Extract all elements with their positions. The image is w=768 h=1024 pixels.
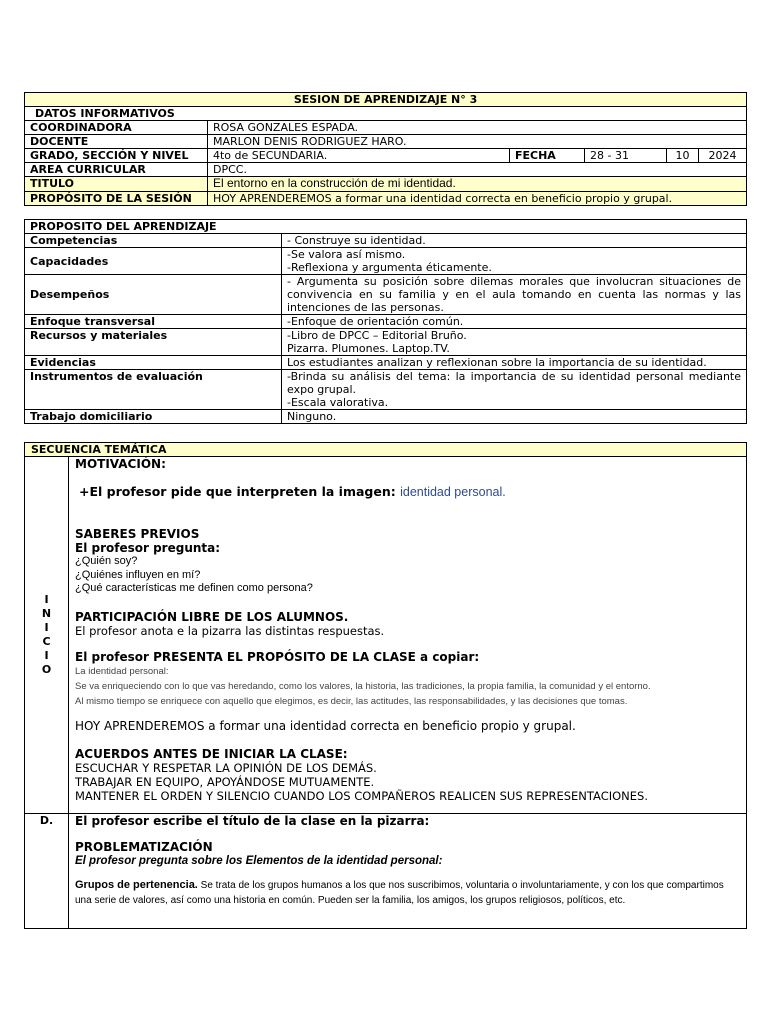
- desempenos-label: Desempeños: [25, 275, 282, 315]
- proposito-aprendizaje-table: [24, 219, 747, 424]
- recursos-value: [282, 329, 747, 356]
- coordinadora-label: COORDINADORA: [25, 121, 208, 135]
- desarrollo-label: D.: [25, 814, 69, 929]
- grado-label: GRADO, SECCIÓN Y NIVEL: [25, 149, 208, 163]
- motivacion-text: +El profesor pide que interpreten la imagen:: [79, 484, 396, 499]
- secuencia-tematica-table: [24, 442, 747, 929]
- acuerdo-item: ESCUCHAR Y RESPETAR LA OPINIÓN DE LOS DEMÁS.: [75, 760, 377, 775]
- inicio-letter: O: [41, 663, 52, 676]
- docente-label: DOCENTE: [25, 135, 208, 149]
- pregunta-item: ¿Quién soy?: [75, 555, 138, 567]
- capacidad-1: -Se valora así mismo.: [287, 248, 406, 261]
- d-title: El profesor escribe el título de la clase en la pizarra:: [75, 814, 430, 828]
- capacidad-2: -Reflexiona y argumenta éticamente.: [287, 261, 492, 274]
- enfoque-value: -Enfoque de orientación común.: [282, 315, 747, 329]
- presenta-title: El profesor PRESENTA EL PROPÓSITO DE LA CLASE a copiar:: [75, 649, 480, 664]
- instrumento-2: -Escala valorativa.: [287, 396, 389, 409]
- identidad-line: La identidad personal:: [75, 665, 169, 677]
- motivacion-line: [79, 485, 740, 499]
- saberes-sub: El profesor pregunta:: [75, 541, 221, 555]
- coordinadora-value: ROSA GONZALES ESPADA.: [208, 121, 747, 135]
- area-label: AREA CURRICULAR: [25, 163, 208, 177]
- grupos-label: Grupos de pertenencia.: [75, 879, 198, 891]
- grupos-paragraph: [75, 878, 740, 908]
- datos-informativos-table: [24, 92, 747, 206]
- identidad-line: Se va enriqueciendo con lo que vas heredando, como los valores, la historia, las tradiciones, la propia familia, la comunidad y el entorno.: [75, 680, 651, 692]
- proposito-sesion-label: PROPÓSITO DE LA SESIÓN: [25, 192, 208, 206]
- inicio-letter: C: [42, 635, 51, 648]
- desempenos-value: - Argumenta su posición sobre dilemas morales que involucran situaciones de convivencia en su familia y en el aula tomando en cuenta las normas y las intenciones de las personas.: [282, 275, 747, 315]
- problematizacion-sub: El profesor pregunta sobre los Elementos de la identidad personal:: [75, 855, 443, 867]
- evidencias-value: Los estudiantes analizan y reflexionan sobre la importancia de su identidad.: [282, 356, 747, 370]
- desarrollo-content: [69, 814, 747, 929]
- fecha-mes: 10: [667, 149, 699, 163]
- fecha-dias: 28 - 31: [585, 149, 667, 163]
- fecha-anio: 2024: [699, 149, 747, 163]
- inicio-content: [69, 457, 747, 814]
- area-value: DPCC.: [208, 163, 747, 177]
- acuerdo-item: MANTENER EL ORDEN Y SILENCIO CUANDO LOS COMPAÑEROS REALICEN SUS REPRESENTACIONES.: [75, 788, 649, 803]
- enfoque-label: Enfoque transversal: [25, 315, 282, 329]
- inicio-letter: I: [44, 649, 49, 662]
- inicio-vertical-label: [25, 457, 69, 814]
- secuencia-title: SECUENCIA TEMÁTICA: [25, 443, 747, 457]
- inicio-letter: N: [41, 607, 52, 620]
- datos-title: DATOS INFORMATIVOS: [25, 107, 747, 121]
- competencias-label: Competencias: [25, 234, 282, 248]
- titulo-label: TITULO: [25, 177, 208, 192]
- session-title: SESION DE APRENDIZAJE N° 3: [25, 93, 747, 107]
- problematizacion-title: PROBLEMATIZACIÓN: [75, 840, 213, 854]
- grupos-text: Se trata de los grupos humanos a los que nos suscribimos, voluntaria o involuntariamente, y con los que compartimos una serie de valores, así como una historia en común. Pueden ser la familia, los amigos, los grupos religiosos, políticos, etc.: [75, 880, 724, 906]
- hoy-aprenderemos: HOY APRENDEREMOS a formar una identidad correcta en beneficio propio y grupal.: [75, 718, 576, 733]
- docente-value: MARLON DENIS RODRIGUEZ HARO.: [208, 135, 747, 149]
- participacion-text: El profesor anota e la pizarra las distintas respuestas.: [75, 623, 385, 638]
- trabajo-label: Trabajo domiciliario: [25, 410, 282, 424]
- acuerdos-title: ACUERDOS ANTES DE INICIAR LA CLASE:: [75, 746, 348, 761]
- inicio-letter: I: [44, 621, 49, 634]
- titulo-value: El entorno en la construcción de mi identidad.: [208, 177, 747, 192]
- capacidades-label: Capacidades: [25, 248, 282, 275]
- recurso-2: Pizarra. Plumones. Laptop.TV.: [287, 342, 450, 355]
- identidad-line: Al mismo tiempo se enriquece con aquello que elegimos, es decir, las actitudes, las responsabilidades, y las decisiones que tomas.: [75, 695, 628, 707]
- competencias-value: - Construye su identidad.: [282, 234, 747, 248]
- saberes-title: SABERES PREVIOS: [75, 527, 200, 541]
- pregunta-item: ¿Qué características me definen como persona?: [75, 582, 313, 594]
- pregunta-item: ¿Quiénes influyen en mí?: [75, 568, 201, 581]
- motivacion-title: MOTIVACIÓN:: [75, 457, 166, 471]
- proposito-sesion-value: HOY APRENDEREMOS a formar una identidad correcta en beneficio propio y grupal.: [208, 192, 747, 206]
- trabajo-value: Ninguno.: [282, 410, 747, 424]
- recurso-1: -Libro de DPCC – Editorial Bruño.: [287, 329, 467, 342]
- participacion-title: PARTICIPACIÓN LIBRE DE LOS ALUMNOS.: [75, 609, 349, 624]
- identidad-link[interactable]: identidad personal.: [400, 485, 506, 499]
- instrumentos-value: [282, 370, 747, 410]
- instrumentos-label: Instrumentos de evaluación: [25, 370, 282, 410]
- inicio-letter: I: [44, 593, 49, 606]
- instrumento-1: -Brinda su análisis del tema: la importancia de su identidad personal mediante expo grupal.: [287, 370, 742, 396]
- acuerdo-item: TRABAJAR EN EQUIPO, APOYÁNDOSE MUTUAMENTE.: [75, 774, 375, 789]
- recursos-label: Recursos y materiales: [25, 329, 282, 356]
- capacidades-value: [282, 248, 747, 275]
- fecha-label: FECHA: [510, 149, 585, 163]
- proposito-title: PROPOSITO DEL APRENDIZAJE: [25, 220, 747, 234]
- evidencias-label: Evidencias: [25, 356, 282, 370]
- grado-value: 4to de SECUNDARIA.: [208, 149, 510, 163]
